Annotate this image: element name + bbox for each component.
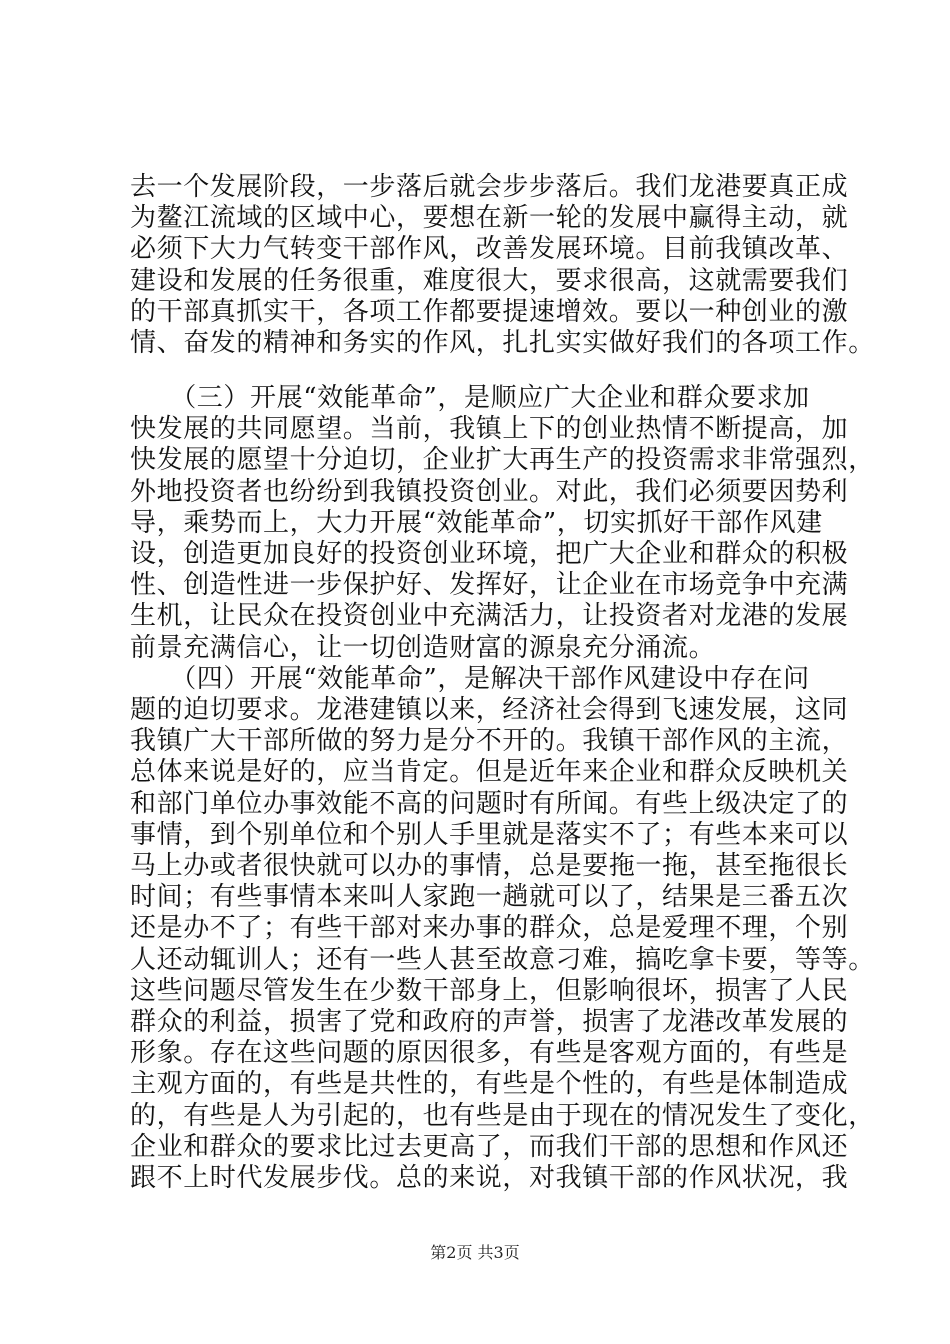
text-line: 的干部真抓实干，各项工作都要提速增效。要以一种创业的激	[130, 296, 849, 327]
text-line: 我镇广大干部所做的努力是分不开的。我镇干部作风的主流，	[130, 726, 849, 757]
text-line: 前景充满信心，让一切创造财富的源泉充分涌流。	[130, 632, 716, 663]
text-line: 外地投资者也纷纷到我镇投资创业。对此，我们必须要因势利	[130, 476, 849, 507]
text-line: 生机，让民众在投资创业中充满活力，让投资者对龙港的发展	[130, 601, 849, 632]
text-line: 事情，到个别单位和个别人手里就是落实不了；有些本来可以	[130, 819, 849, 850]
text-line: 快发展的愿望十分迫切，企业扩大再生产的投资需求非常强烈，	[130, 445, 875, 476]
text-line: 马上办或者很快就可以办的事情，总是要拖一拖，甚至拖很长	[130, 851, 849, 881]
text-line: 群众的利益，损害了党和政府的声誉，损害了龙港改革发展的	[130, 1007, 849, 1037]
text-line: 这些问题尽管发生在少数干部身上，但影响很坏，损害了人民	[130, 975, 849, 1006]
text-line: （四）开展“效能革命”，是解决干部作风建设中存在问	[130, 663, 810, 694]
text-line: （三）开展“效能革命”，是顺应广大企业和群众要求加	[130, 383, 810, 413]
text-line: 的，有些是人为引起的，也有些是由于现在的情况发生了变化，	[130, 1100, 875, 1131]
text-line: 题的迫切要求。龙港建镇以来，经济社会得到飞速发展，这同	[130, 695, 849, 725]
page-number-footer: 第2页 共3页	[430, 1243, 520, 1262]
text-line: 情、奋发的精神和务实的作风，扎扎实实做好我们的各项工作。	[130, 328, 875, 358]
text-line: 总体来说是好的，应当肯定。但是近年来企业和群众反映机关	[130, 757, 849, 788]
text-line: 设，创造更加良好的投资创业环境，把广大企业和群众的积极	[130, 539, 849, 569]
text-line: 形象。存在这些问题的原因很多，有些是客观方面的，有些是	[130, 1038, 849, 1069]
text-line: 快发展的共同愿望。当前，我镇上下的创业热情不断提高，加	[130, 414, 849, 445]
text-line: 建设和发展的任务很重，难度很大，要求很高，这就需要我们	[130, 265, 849, 296]
text-line: 性、创造性进一步保护好、发挥好，让企业在市场竞争中充满	[130, 570, 849, 601]
text-line: 时间；有些事情本来叫人家跑一趟就可以了，结果是三番五次	[130, 882, 849, 913]
text-line: 导，乘势而上，大力开展“效能革命”，切实抓好干部作风建	[130, 507, 823, 538]
text-line: 人还动辄训人；还有一些人甚至故意刁难，搞吃拿卡要，等等。	[130, 944, 875, 975]
text-line: 主观方面的，有些是共性的，有些是个性的，有些是体制造成	[130, 1069, 849, 1100]
text-line: 跟不上时代发展步伐。总的来说，对我镇干部的作风状况，我	[130, 1163, 849, 1193]
text-line: 为鳌江流域的区域中心，要想在新一轮的发展中赢得主动，就	[130, 203, 849, 234]
text-line: 企业和群众的要求比过去更高了，而我们干部的思想和作风还	[130, 1131, 849, 1162]
text-line: 和部门单位办事效能不高的问题时有所闻。有些上级决定了的	[130, 788, 849, 819]
text-line: 还是办不了；有些干部对来办事的群众，总是爱理不理，个别	[130, 913, 849, 944]
text-line: 必须下大力气转变干部作风，改善发展环境。目前我镇改革、	[130, 234, 849, 265]
text-line: 去一个发展阶段，一步落后就会步步落后。我们龙港要真正成	[130, 172, 849, 202]
